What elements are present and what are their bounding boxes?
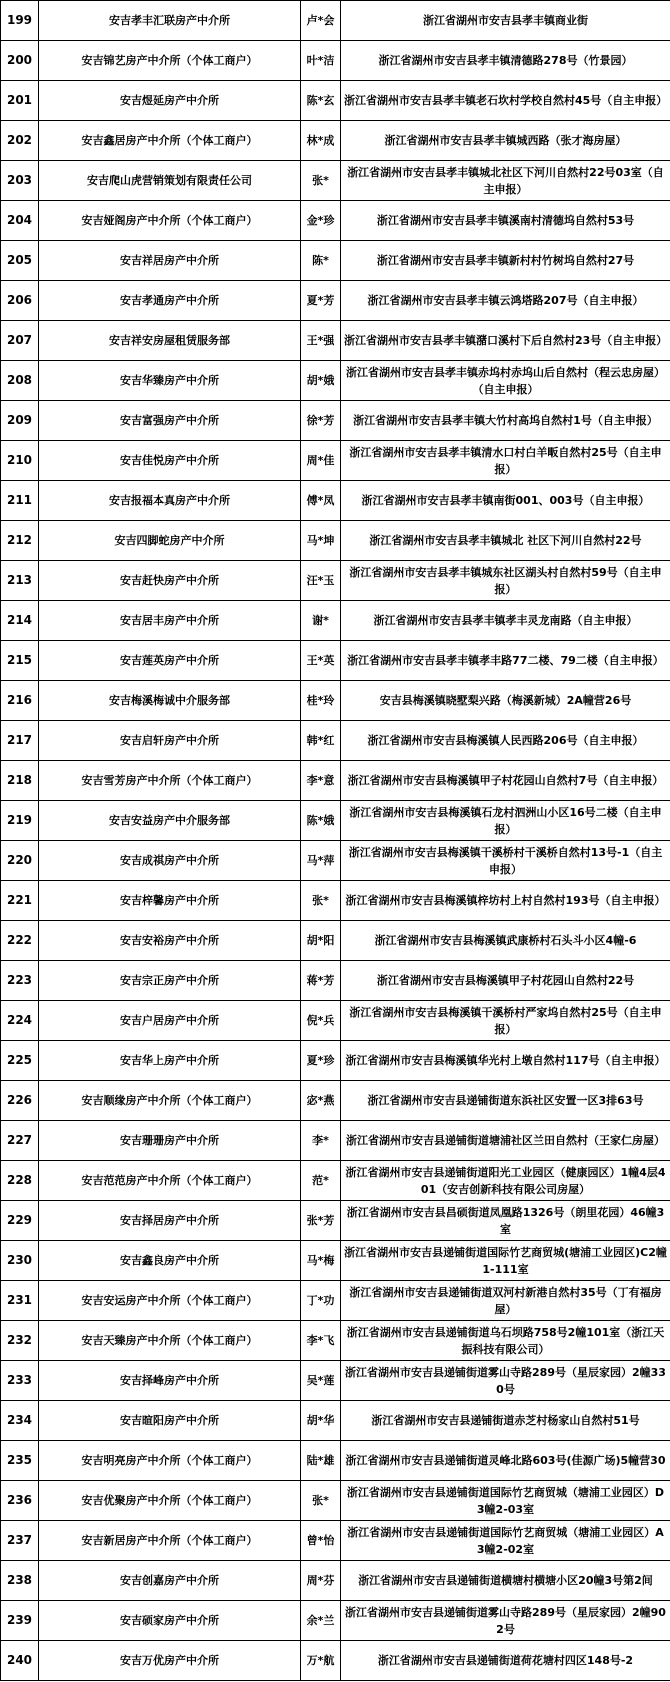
table-row — [1, 841, 670, 881]
row-number: 221 — [1, 881, 39, 921]
table-row — [1, 1481, 670, 1521]
contact-person: 胡*华 — [301, 1401, 341, 1441]
agency-name: 安吉华臻房产中介所 — [39, 361, 301, 401]
agency-name: 安吉赶快房产中介所 — [39, 561, 301, 601]
business-address: 浙江省湖州市安吉县递铺街道灵峰北路603号(佳源广场)5幢营30 — [341, 1441, 670, 1481]
contact-person: 卢*会 — [301, 1, 341, 41]
contact-person: 陈*玄 — [301, 81, 341, 121]
business-address: 浙江省湖州市安吉县递铺街道雾山寺路289号（星辰家园）2幢330号 — [341, 1361, 670, 1401]
agency-name: 安吉宗正房产中介所 — [39, 961, 301, 1001]
table-row — [1, 81, 670, 121]
row-number: 233 — [1, 1361, 39, 1401]
business-address: 安吉县梅溪镇晓墅梨兴路（梅溪新城）2A幢营26号 — [341, 681, 670, 721]
business-address: 浙江省湖州市安吉县递铺街道东浜社区安置一区3排63号 — [341, 1081, 670, 1121]
business-address: 浙江省湖州市安吉县递铺街道塘浦社区兰田自然村（王家仁房屋） — [341, 1121, 670, 1161]
business-address: 浙江省湖州市安吉县递铺街道双河村新港自然村35号（丁有福房屋） — [341, 1281, 670, 1321]
table-row — [1, 1281, 670, 1321]
business-address: 浙江省湖州市安吉县孝丰镇城北 社区下河川自然村22号 — [341, 521, 670, 561]
table-row — [1, 1161, 670, 1201]
agency-name: 安吉顺缘房产中介所（个体工商户） — [39, 1081, 301, 1121]
business-address: 浙江省湖州市安吉县递铺街道国际竹艺商贸城(塘浦工业园区)C2幢1-111室 — [341, 1241, 670, 1281]
row-number: 210 — [1, 441, 39, 481]
agency-name: 安吉梅溪梅诚中介服务部 — [39, 681, 301, 721]
table-row — [1, 321, 670, 361]
agency-name: 安吉佳悦房产中介所 — [39, 441, 301, 481]
business-address: 浙江省湖州市安吉县孝丰镇清水口村白羊畈自然村25号（自主申报） — [341, 441, 670, 481]
contact-person: 丁*功 — [301, 1281, 341, 1321]
business-address: 浙江省湖州市安吉县梅溪镇干溪桥村严家坞自然村25号（自主申报） — [341, 1001, 670, 1041]
business-address: 浙江省湖州市安吉县孝丰镇赤坞村赤坞山后自然村（程云忠房屋）（自主申报） — [341, 361, 670, 401]
row-number: 218 — [1, 761, 39, 801]
contact-person: 万*航 — [301, 1641, 341, 1681]
table-row — [1, 921, 670, 961]
agency-name: 安吉新居房产中介所（个体工商户） — [39, 1521, 301, 1561]
table-row — [1, 1521, 670, 1561]
row-number: 230 — [1, 1241, 39, 1281]
table-row — [1, 641, 670, 681]
contact-person: 曾*怡 — [301, 1521, 341, 1561]
table-row — [1, 521, 670, 561]
table-row — [1, 881, 670, 921]
row-number: 224 — [1, 1001, 39, 1041]
row-number: 237 — [1, 1521, 39, 1561]
contact-person: 张*芳 — [301, 1201, 341, 1241]
table-row — [1, 1121, 670, 1161]
table-row — [1, 1641, 670, 1681]
agency-name: 安吉梓馨房产中介所 — [39, 881, 301, 921]
agency-name: 安吉鑫良房产中介所 — [39, 1241, 301, 1281]
contact-person: 李* — [301, 1121, 341, 1161]
business-address: 浙江省湖州市安吉县孝丰镇南街001、003号（自主申报） — [341, 481, 670, 521]
contact-person: 胡*阳 — [301, 921, 341, 961]
business-address: 浙江省湖州市安吉县递铺街道国际竹艺商贸城（塘浦工业园区）A3幢2-02室 — [341, 1521, 670, 1561]
table-row — [1, 241, 670, 281]
row-number: 215 — [1, 641, 39, 681]
table-row — [1, 961, 670, 1001]
business-address: 浙江省湖州市安吉县孝丰镇新村村竹树坞自然村27号 — [341, 241, 670, 281]
table-row — [1, 161, 670, 201]
row-number: 236 — [1, 1481, 39, 1521]
table-row — [1, 601, 670, 641]
contact-person: 张* — [301, 881, 341, 921]
contact-person: 蒋*芳 — [301, 961, 341, 1001]
contact-person: 陈* — [301, 241, 341, 281]
table-row — [1, 1601, 670, 1641]
table-row — [1, 481, 670, 521]
table-row — [1, 401, 670, 441]
row-number: 199 — [1, 1, 39, 41]
agency-name: 安吉华上房产中介所 — [39, 1041, 301, 1081]
contact-person: 徐*芳 — [301, 401, 341, 441]
row-number: 222 — [1, 921, 39, 961]
contact-person: 宓*燕 — [301, 1081, 341, 1121]
agency-name: 安吉报福本真房产中介所 — [39, 481, 301, 521]
business-address: 浙江省湖州市安吉县孝丰镇孝丰灵龙南路（自主申报） — [341, 601, 670, 641]
agency-name: 安吉安裕房产中介所 — [39, 921, 301, 961]
agency-name: 安吉成祺房产中介所 — [39, 841, 301, 881]
agency-name: 安吉万优房产中介所 — [39, 1641, 301, 1681]
table-row — [1, 281, 670, 321]
row-number: 216 — [1, 681, 39, 721]
contact-person: 李*意 — [301, 761, 341, 801]
row-number: 211 — [1, 481, 39, 521]
business-address: 浙江省湖州市安吉县孝丰镇潴口溪村下后自然村23号（自主申报） — [341, 321, 670, 361]
contact-person: 林*成 — [301, 121, 341, 161]
agency-name: 安吉祥居房产中介所 — [39, 241, 301, 281]
agency-name: 安吉锦艺房产中介所（个体工商户） — [39, 41, 301, 81]
agency-name: 安吉择居房产中介所 — [39, 1201, 301, 1241]
business-address: 浙江省湖州市安吉县递铺街道赤芝村杨家山自然村51号 — [341, 1401, 670, 1441]
row-number: 234 — [1, 1401, 39, 1441]
contact-person: 马*坤 — [301, 521, 341, 561]
table-row — [1, 721, 670, 761]
agency-name: 安吉安运房产中介所（个体工商户） — [39, 1281, 301, 1321]
agency-name: 安吉富强房产中介所 — [39, 401, 301, 441]
table-row — [1, 361, 670, 401]
agency-name: 安吉创嘉房产中介所 — [39, 1561, 301, 1601]
business-address: 浙江省湖州市安吉县孝丰镇商业街 — [341, 1, 670, 41]
business-address: 浙江省湖州市安吉县梅溪镇华光村上墩自然村117号（自主申报） — [341, 1041, 670, 1081]
business-address: 浙江省湖州市安吉县递铺街道横塘村横塘小区20幢3号第2间 — [341, 1561, 670, 1601]
row-number: 227 — [1, 1121, 39, 1161]
row-number: 214 — [1, 601, 39, 641]
business-address: 浙江省湖州市安吉县孝丰镇城西路（张才海房屋） — [341, 121, 670, 161]
agency-name: 安吉安益房产中介服务部 — [39, 801, 301, 841]
contact-person: 胡*娥 — [301, 361, 341, 401]
row-number: 235 — [1, 1441, 39, 1481]
agency-name: 安吉居丰房产中介所 — [39, 601, 301, 641]
row-number: 209 — [1, 401, 39, 441]
contact-person: 吴*莲 — [301, 1361, 341, 1401]
agency-name: 安吉天臻房产中介所（个体工商户） — [39, 1321, 301, 1361]
business-address: 浙江省湖州市安吉县昌硕街道凤凰路1326号（朗里花园）46幢3室 — [341, 1201, 670, 1241]
agency-name: 安吉煜延房产中介所 — [39, 81, 301, 121]
table-row — [1, 1201, 670, 1241]
row-number: 201 — [1, 81, 39, 121]
contact-person: 周*芬 — [301, 1561, 341, 1601]
table-row — [1, 1081, 670, 1121]
table-row — [1, 41, 670, 81]
contact-person: 夏*芳 — [301, 281, 341, 321]
agency-name: 安吉四脚蛇房产中介所 — [39, 521, 301, 561]
row-number: 207 — [1, 321, 39, 361]
contact-person: 陆*雄 — [301, 1441, 341, 1481]
row-number: 205 — [1, 241, 39, 281]
agency-name: 安吉硕家房产中介所 — [39, 1601, 301, 1641]
agency-name: 安吉祥安房屋租赁服务部 — [39, 321, 301, 361]
contact-person: 马*梅 — [301, 1241, 341, 1281]
business-address: 浙江省湖州市安吉县梅溪镇武康桥村石头斗小区4幢-6 — [341, 921, 670, 961]
row-number: 238 — [1, 1561, 39, 1601]
contact-person: 叶*洁 — [301, 41, 341, 81]
agency-name: 安吉启轩房产中介所 — [39, 721, 301, 761]
contact-person: 汪*玉 — [301, 561, 341, 601]
table-row — [1, 441, 670, 481]
row-number: 225 — [1, 1041, 39, 1081]
row-number: 217 — [1, 721, 39, 761]
business-address: 浙江省湖州市安吉县孝丰镇孝丰路77二楼、79二楼（自主申报） — [341, 641, 670, 681]
agency-name: 安吉珊珊房产中介所 — [39, 1121, 301, 1161]
agency-name: 安吉莲英房产中介所 — [39, 641, 301, 681]
row-number: 220 — [1, 841, 39, 881]
row-number: 203 — [1, 161, 39, 201]
contact-person: 夏*珍 — [301, 1041, 341, 1081]
business-address: 浙江省湖州市安吉县孝丰镇大竹村高坞自然村1号（自主申报） — [341, 401, 670, 441]
contact-person: 金*珍 — [301, 201, 341, 241]
business-address: 浙江省湖州市安吉县梅溪镇甲子村花园山自然村22号 — [341, 961, 670, 1001]
row-number: 232 — [1, 1321, 39, 1361]
contact-person: 张* — [301, 1481, 341, 1521]
agency-name: 安吉明亮房产中介所（个体工商户） — [39, 1441, 301, 1481]
business-address: 浙江省湖州市安吉县孝丰镇清德路278号（竹景园） — [341, 41, 670, 81]
agency-name: 安吉雪芳房产中介所（个体工商户） — [39, 761, 301, 801]
row-number: 223 — [1, 961, 39, 1001]
row-number: 202 — [1, 121, 39, 161]
contact-person: 傅*凤 — [301, 481, 341, 521]
agency-name: 安吉优聚房产中介所（个体工商户） — [39, 1481, 301, 1521]
contact-person: 马*萍 — [301, 841, 341, 881]
agency-name: 安吉孝丰汇联房产中介所 — [39, 1, 301, 41]
contact-person: 桂*玲 — [301, 681, 341, 721]
business-address: 浙江省湖州市安吉县梅溪镇甲子村花园山自然村7号（自主申报） — [341, 761, 670, 801]
table-row — [1, 1001, 670, 1041]
contact-person: 范* — [301, 1161, 341, 1201]
contact-person: 李*飞 — [301, 1321, 341, 1361]
agency-name: 安吉娅阁房产中介所（个体工商户） — [39, 201, 301, 241]
agency-name: 安吉户居房产中介所 — [39, 1001, 301, 1041]
agency-name: 安吉择峰房产中介所 — [39, 1361, 301, 1401]
business-address: 浙江省湖州市安吉县递铺街道国际竹艺商贸城（塘浦工业园区）D3幢2-03室 — [341, 1481, 670, 1521]
row-number: 240 — [1, 1641, 39, 1681]
table-row — [1, 1, 670, 41]
row-number: 226 — [1, 1081, 39, 1121]
business-address: 浙江省湖州市安吉县梅溪镇梓坊村上村自然村193号（自主申报） — [341, 881, 670, 921]
business-address: 浙江省湖州市安吉县孝丰镇云鸿塔路207号（自主申报） — [341, 281, 670, 321]
business-address: 浙江省湖州市安吉县递铺街道荷花塘村四区148号-2 — [341, 1641, 670, 1681]
contact-person: 张* — [301, 161, 341, 201]
table-row — [1, 1361, 670, 1401]
table-row — [1, 761, 670, 801]
contact-person: 谢* — [301, 601, 341, 641]
row-number: 239 — [1, 1601, 39, 1641]
business-address: 浙江省湖州市安吉县孝丰镇溪南村清德坞自然村53号 — [341, 201, 670, 241]
table-row — [1, 121, 670, 161]
contact-person: 陈*娥 — [301, 801, 341, 841]
contact-person: 王*英 — [301, 641, 341, 681]
table-row — [1, 561, 670, 601]
agency-name: 安吉孝通房产中介所 — [39, 281, 301, 321]
contact-person: 王*强 — [301, 321, 341, 361]
table-row — [1, 201, 670, 241]
registry-rows — [1, 1, 670, 1681]
row-number: 229 — [1, 1201, 39, 1241]
row-number: 219 — [1, 801, 39, 841]
table-row — [1, 1441, 670, 1481]
business-address: 浙江省湖州市安吉县递铺街道雾山寺路289号（星辰家园）2幢902号 — [341, 1601, 670, 1641]
agency-name: 安吉爬山虎营销策划有限责任公司 — [39, 161, 301, 201]
business-address: 浙江省湖州市安吉县梅溪镇人民西路206号（自主申报） — [341, 721, 670, 761]
business-address: 浙江省湖州市安吉县梅溪镇干溪桥村干溪桥自然村13号-1（自主申报） — [341, 841, 670, 881]
contact-person: 倪*兵 — [301, 1001, 341, 1041]
row-number: 213 — [1, 561, 39, 601]
agency-name: 安吉范范房产中介所（个体工商户） — [39, 1161, 301, 1201]
agency-name: 安吉鑫居房产中介所（个体工商户） — [39, 121, 301, 161]
contact-person: 韩*红 — [301, 721, 341, 761]
contact-person: 周*佳 — [301, 441, 341, 481]
table-row — [1, 801, 670, 841]
business-address: 浙江省湖州市安吉县梅溪镇石龙村泗洲山小区16号二楼（自主申报） — [341, 801, 670, 841]
row-number: 200 — [1, 41, 39, 81]
table-row — [1, 1401, 670, 1441]
business-address: 浙江省湖州市安吉县递铺街道乌石坝路758号2幢101室（浙江天振科技有限公司） — [341, 1321, 670, 1361]
row-number: 204 — [1, 201, 39, 241]
table-row — [1, 681, 670, 721]
business-address: 浙江省湖州市安吉县孝丰镇城东社区湖头村自然村59号（自主申报） — [341, 561, 670, 601]
row-number: 206 — [1, 281, 39, 321]
table-row — [1, 1321, 670, 1361]
business-address: 浙江省湖州市安吉县孝丰镇城北社区下河川自然村22号03室（自主申报） — [341, 161, 670, 201]
row-number: 208 — [1, 361, 39, 401]
business-address: 浙江省湖州市安吉县孝丰镇老石坎村学校自然村45号（自主申报） — [341, 81, 670, 121]
row-number: 212 — [1, 521, 39, 561]
table-row — [1, 1561, 670, 1601]
business-address: 浙江省湖州市安吉县递铺街道阳光工业园区（健康园区）1幢4层401（安吉创新科技有限公司房屋） — [341, 1161, 670, 1201]
row-number: 231 — [1, 1281, 39, 1321]
row-number: 228 — [1, 1161, 39, 1201]
agency-name: 安吉暄阳房产中介所 — [39, 1401, 301, 1441]
table-row — [1, 1241, 670, 1281]
contact-person: 余*兰 — [301, 1601, 341, 1641]
table-row — [1, 1041, 670, 1081]
